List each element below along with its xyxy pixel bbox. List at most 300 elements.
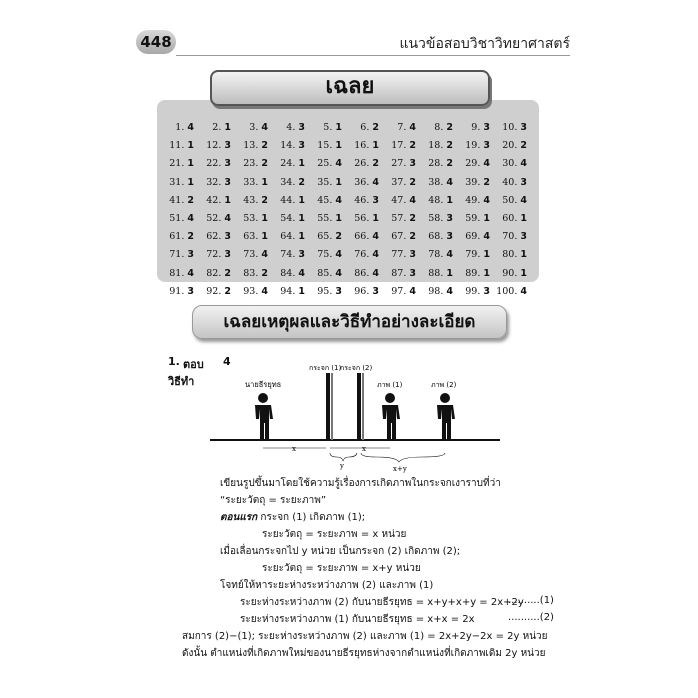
answer-cell — [162, 266, 199, 281]
answer-cell — [162, 120, 199, 135]
answer-choice: 1 — [335, 176, 342, 188]
question-num: 35. — [317, 176, 333, 188]
question-num: 67. — [391, 231, 407, 243]
solution-line-9: ระยะห่างระหว่างภาพ (1) กับนายธีรยุทธ = x+x = 2x — [240, 614, 475, 625]
answer-choice: 1 — [261, 212, 268, 224]
answer-choice: 3 — [483, 140, 490, 152]
answer-cell — [199, 138, 236, 153]
question-num: 22. — [206, 158, 222, 170]
answer-choice: 2 — [372, 122, 379, 133]
question-number: 1. — [168, 355, 180, 368]
answer-cell — [199, 120, 236, 135]
answer-choice: 1 — [187, 158, 194, 170]
answer-cell — [310, 175, 347, 190]
answer-choice: 2 — [224, 285, 231, 297]
question-num: 68. — [428, 231, 444, 243]
answer-cell — [384, 156, 421, 171]
person-label: นายธีรยุทธ — [245, 380, 282, 389]
question-num: 23. — [243, 158, 259, 170]
question-num: 2. — [212, 122, 222, 133]
answer-choice: 3 — [409, 249, 416, 261]
answer-cell — [458, 193, 495, 208]
question-num: 4. — [286, 122, 296, 133]
answer-label: ตอบ — [183, 358, 204, 371]
answer-cell — [347, 193, 384, 208]
question-num: 43. — [243, 194, 259, 206]
answer-key-grid — [162, 120, 532, 299]
answer-choice: 2 — [224, 267, 231, 279]
answer-choice: 4 — [187, 267, 194, 279]
answer-cell — [236, 193, 273, 208]
question-num: 78. — [428, 249, 444, 261]
answer-choice: 4 — [187, 212, 194, 224]
answer-choice: 1 — [335, 212, 342, 224]
answer-choice: 4 — [298, 267, 305, 279]
question-num: 72. — [206, 249, 222, 261]
answer-cell — [458, 229, 495, 244]
answer-cell — [273, 247, 310, 262]
answer-choice: 3 — [187, 249, 194, 261]
question-num: 34. — [280, 176, 296, 188]
image-2-figure — [437, 393, 455, 439]
question-num: 25. — [317, 158, 333, 170]
mirror-2 — [357, 373, 361, 440]
answer-cell — [162, 175, 199, 190]
answer-cell — [199, 266, 236, 281]
answer-cell — [347, 229, 384, 244]
question-num: 62. — [206, 231, 222, 243]
question-num: 1. — [175, 122, 185, 133]
question-num: 87. — [391, 267, 407, 279]
question-num: 73. — [243, 249, 259, 261]
x-label: x — [292, 445, 296, 453]
question-num: 8. — [434, 122, 444, 133]
question-num: 32. — [206, 176, 222, 188]
question-num: 31. — [169, 176, 185, 188]
question-num: 21. — [169, 158, 185, 170]
answer-cell — [199, 156, 236, 171]
answer-choice: 4 — [335, 194, 342, 206]
answer-choice: 3 — [224, 231, 231, 243]
question-num: 28. — [428, 158, 444, 170]
answer-cell — [236, 284, 273, 299]
question-num: 45. — [317, 194, 333, 206]
answer-cell — [495, 247, 532, 262]
answer-cell — [236, 229, 273, 244]
image-2-label: ภาพ (2) — [431, 381, 457, 389]
answer-cell — [199, 193, 236, 208]
answer-cell — [310, 193, 347, 208]
answer-cell — [458, 120, 495, 135]
answer-choice: 1 — [298, 158, 305, 170]
answer-cell — [273, 138, 310, 153]
answer-cell — [162, 247, 199, 262]
answer-choice: 4 — [520, 158, 527, 170]
question-num: 92. — [206, 285, 222, 297]
answer-cell — [421, 247, 458, 262]
answer-choice: 3 — [446, 212, 453, 224]
question-num: 54. — [280, 212, 296, 224]
question-num: 58. — [428, 212, 444, 224]
answer-choice: 1 — [372, 140, 379, 152]
answer-cell — [384, 284, 421, 299]
answer-choice: 1 — [483, 267, 490, 279]
question-num: 66. — [354, 231, 370, 243]
answer-cell — [347, 284, 384, 299]
answer-cell — [421, 156, 458, 171]
solution-line-3 — [220, 510, 365, 525]
answer-choice: 1 — [261, 176, 268, 188]
answer-cell — [236, 156, 273, 171]
answer-cell — [495, 120, 532, 135]
answer-cell — [384, 120, 421, 135]
answer-choice: 2 — [446, 140, 453, 152]
question-num: 51. — [169, 212, 185, 224]
question-num: 49. — [465, 194, 481, 206]
answer-cell — [458, 284, 495, 299]
question-num: 27. — [391, 158, 407, 170]
answer-choice: 4 — [446, 176, 453, 188]
answer-cell — [347, 175, 384, 190]
answer-choice: 2 — [298, 176, 305, 188]
answer-choice: 4 — [520, 285, 527, 297]
answer-cell — [273, 284, 310, 299]
question-num: 64. — [280, 231, 296, 243]
question-num: 41. — [169, 194, 185, 206]
question-num: 10. — [502, 122, 518, 133]
answer-cell — [236, 211, 273, 226]
answer-choice: 3 — [446, 231, 453, 243]
answer-cell — [273, 175, 310, 190]
answer-cell — [162, 193, 199, 208]
answer-cell — [199, 175, 236, 190]
question-num: 90. — [502, 267, 518, 279]
question-num: 14. — [280, 140, 296, 152]
question-num: 37. — [391, 176, 407, 188]
answer-value: 4 — [223, 355, 231, 368]
question-num: 24. — [280, 158, 296, 170]
question-num: 17. — [391, 140, 407, 152]
answer-cell — [162, 211, 199, 226]
question-num: 18. — [428, 140, 444, 152]
answer-choice: 3 — [298, 122, 305, 133]
answer-cell — [421, 266, 458, 281]
question-num: 98. — [428, 285, 444, 297]
answer-choice: 1 — [298, 194, 305, 206]
image-1-figure — [382, 393, 400, 439]
answer-cell — [458, 211, 495, 226]
answer-choice: 2 — [261, 140, 268, 152]
answer-choice: 1 — [335, 122, 342, 133]
answer-cell — [273, 156, 310, 171]
question-num: 79. — [465, 249, 481, 261]
answer-cell — [458, 247, 495, 262]
question-num: 13. — [243, 140, 259, 152]
solution-line-5: เมื่อเลื่อนกระจกไป y หน่วย เป็นกระจก (2) เกิดภาพ (2); — [220, 546, 461, 557]
person-figure — [255, 393, 273, 439]
question-num: 42. — [206, 194, 222, 206]
answer-choice: 3 — [298, 249, 305, 261]
answer-choice: 4 — [483, 158, 490, 170]
x2-label: x — [362, 445, 366, 453]
answer-cell — [421, 120, 458, 135]
question-num: 82. — [206, 267, 222, 279]
answer-choice: 1 — [520, 212, 527, 224]
answer-cell — [310, 284, 347, 299]
answer-choice: 3 — [409, 267, 416, 279]
answer-key-title: เฉลย — [325, 74, 375, 99]
mirror-diagram — [205, 365, 505, 475]
answer-choice: 3 — [224, 176, 231, 188]
answer-choice: 1 — [446, 267, 453, 279]
question-num: 47. — [391, 194, 407, 206]
answer-choice: 2 — [409, 231, 416, 243]
question-num: 44. — [280, 194, 296, 206]
question-num: 70. — [502, 231, 518, 243]
question-num: 99. — [465, 285, 481, 297]
answer-choice: 4 — [409, 285, 416, 297]
answer-choice: 4 — [224, 212, 231, 224]
answer-choice: 4 — [335, 249, 342, 261]
question-num: 63. — [243, 231, 259, 243]
question-num: 77. — [391, 249, 407, 261]
answer-choice: 4 — [446, 285, 453, 297]
question-num: 94. — [280, 285, 296, 297]
answer-cell — [236, 266, 273, 281]
question-num: 89. — [465, 267, 481, 279]
answer-choice: 3 — [520, 122, 527, 133]
answer-cell — [458, 138, 495, 153]
answer-cell — [273, 229, 310, 244]
answer-cell — [347, 120, 384, 135]
answer-cell — [273, 266, 310, 281]
answer-choice: 1 — [298, 231, 305, 243]
question-num: 48. — [428, 194, 444, 206]
answer-choice: 2 — [409, 212, 416, 224]
question-num: 85. — [317, 267, 333, 279]
question-num: 6. — [360, 122, 370, 133]
question-num: 39. — [465, 176, 481, 188]
answer-choice: 4 — [372, 231, 379, 243]
answer-cell — [421, 175, 458, 190]
question-num: 96. — [354, 285, 370, 297]
answer-choice: 2 — [446, 158, 453, 170]
answer-cell — [347, 266, 384, 281]
answer-cell — [458, 175, 495, 190]
answer-cell — [310, 211, 347, 226]
solution-line-6: ระยะวัตถุ = ระยะภาพ = x+y หน่วย — [262, 563, 421, 574]
question-num: 71. — [169, 249, 185, 261]
answer-cell — [384, 138, 421, 153]
answer-choice: 1 — [335, 140, 342, 152]
answer-choice: 4 — [446, 249, 453, 261]
question-num: 3. — [249, 122, 259, 133]
answer-choice: 1 — [187, 140, 194, 152]
answer-cell — [199, 229, 236, 244]
answer-choice: 1 — [224, 122, 231, 133]
method-label: วิธีทำ — [168, 375, 195, 388]
answer-choice: 2 — [372, 158, 379, 170]
question-num: 38. — [428, 176, 444, 188]
answer-cell — [384, 247, 421, 262]
answer-cell — [458, 156, 495, 171]
answer-choice: 3 — [520, 176, 527, 188]
answer-choice: 3 — [298, 140, 305, 152]
question-num: 30. — [502, 158, 518, 170]
question-num: 19. — [465, 140, 481, 152]
header-divider — [176, 55, 570, 56]
answer-cell — [421, 193, 458, 208]
first-step-text: กระจก (1) เกิดภาพ (1); — [257, 512, 366, 523]
y-label: y — [340, 462, 344, 470]
answer-choice: 1 — [446, 194, 453, 206]
answer-cell — [310, 247, 347, 262]
question-num: 12. — [206, 140, 222, 152]
answer-choice: 3 — [335, 285, 342, 297]
question-num: 5. — [323, 122, 333, 133]
answer-choice: 1 — [372, 212, 379, 224]
question-num: 59. — [465, 212, 481, 224]
answer-cell — [310, 266, 347, 281]
answer-cell — [458, 266, 495, 281]
answer-choice: 2 — [187, 194, 194, 206]
answer-cell — [236, 247, 273, 262]
question-num: 40. — [502, 176, 518, 188]
question-num: 11. — [169, 140, 185, 152]
answer-choice: 2 — [520, 140, 527, 152]
solution-line-7: โจทย์ให้หาระยะห่างระหว่างภาพ (2) และภาพ (1) — [220, 580, 434, 591]
question-num: 55. — [317, 212, 333, 224]
answer-choice: 1 — [520, 267, 527, 279]
answer-choice: 3 — [483, 122, 490, 133]
answer-cell — [162, 156, 199, 171]
answer-cell — [162, 229, 199, 244]
explanation-title: เฉลยเหตุผลและวิธีทำอย่างละเอียด — [223, 312, 476, 332]
answer-choice: 1 — [224, 194, 231, 206]
answer-choice: 2 — [409, 176, 416, 188]
answer-choice: 3 — [409, 158, 416, 170]
question-num: 50. — [502, 194, 518, 206]
question-num: 81. — [169, 267, 185, 279]
answer-choice: 3 — [187, 285, 194, 297]
answer-choice: 2 — [446, 122, 453, 133]
answer-cell — [347, 247, 384, 262]
answer-cell — [384, 175, 421, 190]
answer-cell — [273, 120, 310, 135]
answer-cell — [310, 229, 347, 244]
answer-choice: 4 — [261, 285, 268, 297]
question-num: 91. — [169, 285, 185, 297]
answer-choice: 1 — [483, 249, 490, 261]
question-num: 26. — [354, 158, 370, 170]
book-title: แนวข้อสอบวิชาวิทยาศาสตร์ — [399, 36, 570, 52]
answer-cell — [384, 266, 421, 281]
answer-cell — [310, 138, 347, 153]
answer-cell — [347, 211, 384, 226]
answer-cell — [236, 138, 273, 153]
answer-cell — [347, 138, 384, 153]
question-num: 15. — [317, 140, 333, 152]
answer-choice: 2 — [483, 176, 490, 188]
answer-cell — [495, 284, 532, 299]
question-num: 93. — [243, 285, 259, 297]
answer-cell — [347, 156, 384, 171]
page-number: 448 — [136, 30, 176, 54]
question-num: 86. — [354, 267, 370, 279]
answer-cell — [495, 211, 532, 226]
first-step-label: ตอนแรก — [220, 512, 258, 523]
question-num: 76. — [354, 249, 370, 261]
answer-choice: 3 — [224, 140, 231, 152]
equation-ref-2: ..........(2) — [508, 612, 554, 623]
question-num: 88. — [428, 267, 444, 279]
answer-choice: 4 — [372, 176, 379, 188]
answer-cell — [162, 138, 199, 153]
answer-cell — [495, 229, 532, 244]
answer-choice: 4 — [335, 158, 342, 170]
question-num: 75. — [317, 249, 333, 261]
answer-choice: 4 — [335, 267, 342, 279]
answer-cell — [162, 284, 199, 299]
question-num: 33. — [243, 176, 259, 188]
question-num: 46. — [354, 194, 370, 206]
answer-choice: 4 — [261, 249, 268, 261]
solution-line-1: เขียนรูปขึ้นมาโดยใช้ความรู้เรื่องการเกิดภาพในกระจกเงาราบที่ว่า — [220, 478, 501, 489]
equation-ref-1: ..........(1) — [508, 595, 554, 606]
mirror-1-label: กระจก (1) — [309, 365, 342, 372]
question-num: 61. — [169, 231, 185, 243]
answer-cell — [310, 156, 347, 171]
question-num: 36. — [354, 176, 370, 188]
question-num: 65. — [317, 231, 333, 243]
answer-choice: 4 — [520, 194, 527, 206]
image-1-label: ภาพ (1) — [377, 381, 403, 389]
answer-choice: 4 — [409, 194, 416, 206]
answer-cell — [421, 211, 458, 226]
question-num: 53. — [243, 212, 259, 224]
solution-line-4: ระยะวัตถุ = ระยะภาพ = x หน่วย — [262, 529, 407, 540]
question-num: 84. — [280, 267, 296, 279]
answer-choice: 2 — [187, 231, 194, 243]
answer-choice: 4 — [372, 249, 379, 261]
answer-cell — [236, 175, 273, 190]
answer-cell — [273, 193, 310, 208]
answer-choice: 3 — [224, 158, 231, 170]
answer-cell — [495, 266, 532, 281]
answer-cell — [236, 120, 273, 135]
answer-choice: 1 — [483, 212, 490, 224]
question-num: 56. — [354, 212, 370, 224]
answer-cell — [495, 193, 532, 208]
solution-line-11: ดังนั้น ตำแหน่งที่เกิดภาพใหม่ของนายธีรยุทธห่างจากตำแหน่งที่เกิดภาพเดิม 2y หน่วย — [182, 648, 546, 659]
question-num: 69. — [465, 231, 481, 243]
xy-label: x+y — [393, 465, 407, 473]
question-num: 97. — [391, 285, 407, 297]
solution-line-2: “ระยะวัตถุ = ระยะภาพ” — [220, 495, 327, 506]
answer-choice: 1 — [298, 212, 305, 224]
answer-cell — [421, 229, 458, 244]
answer-cell — [495, 156, 532, 171]
answer-choice: 2 — [335, 231, 342, 243]
answer-cell — [421, 138, 458, 153]
mirror-2-label: กระจก (2) — [340, 365, 373, 372]
answer-choice: 4 — [261, 122, 268, 133]
question-num: 57. — [391, 212, 407, 224]
answer-choice: 1 — [261, 231, 268, 243]
answer-cell — [384, 211, 421, 226]
answer-choice: 3 — [372, 194, 379, 206]
question-num: 100. — [496, 285, 518, 297]
